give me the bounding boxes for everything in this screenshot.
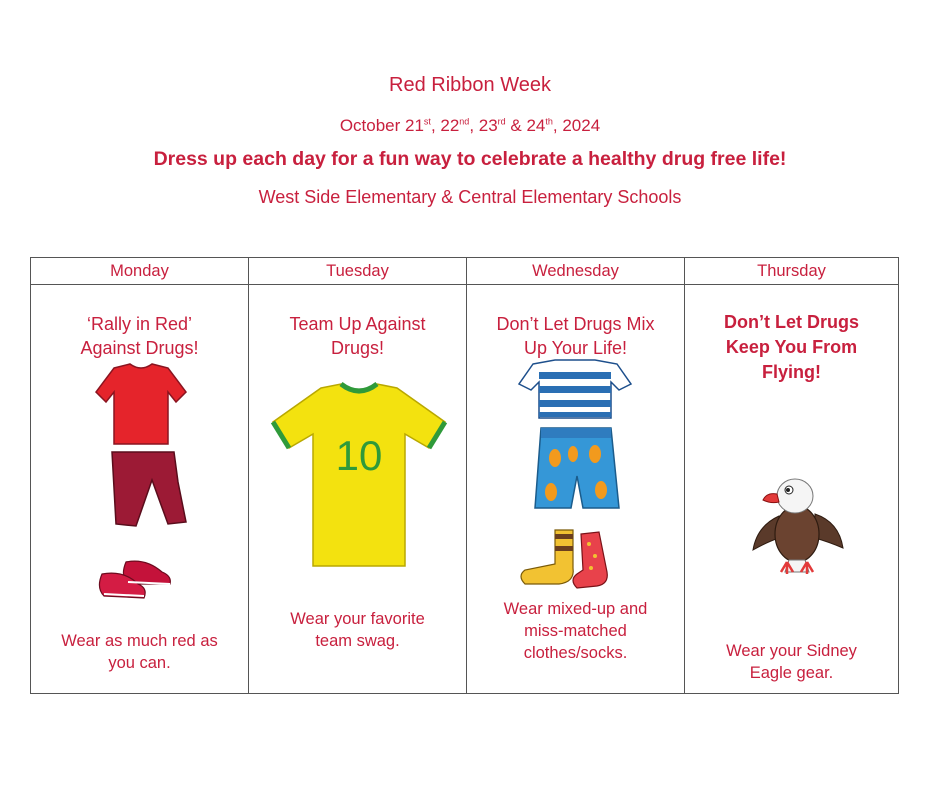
theme-wednesday-line2: Up Your Life! <box>523 338 628 358</box>
theme-thursday <box>685 310 898 385</box>
desc-wednesday-line2: miss-matched <box>524 622 627 640</box>
schools-line: West Side Elementary & Central Elementary Schools <box>258 187 682 207</box>
desc-thursday <box>685 640 898 684</box>
theme-monday-line2: Against Drugs! <box>80 338 199 358</box>
day-column-tuesday <box>249 258 467 693</box>
desc-tuesday-line2: team swag. <box>315 632 400 650</box>
event-dates <box>0 116 940 136</box>
desc-tuesday-line1: Wear your favorite <box>290 610 425 628</box>
theme-wednesday <box>467 312 684 360</box>
day-column-thursday <box>685 258 898 693</box>
desc-monday <box>31 630 248 674</box>
tagline: Dress up each day for a fun way to celebrate a healthy drug free life! <box>153 148 787 170</box>
jersey-number: 10 <box>335 432 383 479</box>
theme-tuesday <box>249 312 466 360</box>
date-1-suffix: st <box>423 116 431 127</box>
schedule-table <box>30 257 899 694</box>
day-header-thursday: Thursday <box>685 258 898 285</box>
theme-tuesday-line2: Drugs! <box>330 338 384 358</box>
date-year: , 2024 <box>552 116 601 135</box>
desc-wednesday-line3: clothes/socks. <box>523 644 628 662</box>
red-outfit-icon <box>86 362 196 612</box>
day-column-monday <box>31 258 249 693</box>
eagle-icon <box>749 468 845 578</box>
day-header-wednesday: Wednesday <box>467 258 684 285</box>
theme-monday <box>31 312 248 360</box>
jersey-icon <box>269 382 449 572</box>
theme-wednesday-line1: Don’t Let Drugs Mix <box>496 314 655 334</box>
theme-tuesday-line1: Team Up Against <box>289 314 426 334</box>
theme-thursday-line2: Keep You From <box>725 337 858 357</box>
day-column-wednesday <box>467 258 685 693</box>
desc-monday-line1: Wear as much red as <box>61 632 218 650</box>
date-3: , 23 <box>469 116 498 135</box>
desc-wednesday <box>467 598 684 664</box>
theme-monday-line1: ‘Rally in Red’ <box>86 314 193 334</box>
date-3-suffix: rd <box>497 116 506 127</box>
mixed-clothes-icon <box>511 358 641 590</box>
desc-wednesday-line1: Wear mixed-up and <box>503 600 648 618</box>
date-4-suffix: th <box>545 116 553 127</box>
desc-thursday-line1: Wear your Sidney <box>726 642 857 660</box>
theme-thursday-line1: Don’t Let Drugs <box>724 312 859 332</box>
page-title: Red Ribbon Week <box>389 74 551 96</box>
date-2-suffix: nd <box>459 116 470 127</box>
date-2: , 22 <box>430 116 460 135</box>
day-header-monday: Monday <box>31 258 248 285</box>
theme-thursday-line3: Flying! <box>762 362 821 382</box>
desc-tuesday <box>249 608 466 652</box>
date-4: & 24 <box>505 116 546 135</box>
date-1: October 21 <box>339 116 424 135</box>
desc-monday-line2: you can. <box>108 654 171 672</box>
day-header-tuesday: Tuesday <box>249 258 466 285</box>
desc-thursday-line2: Eagle gear. <box>749 664 834 682</box>
